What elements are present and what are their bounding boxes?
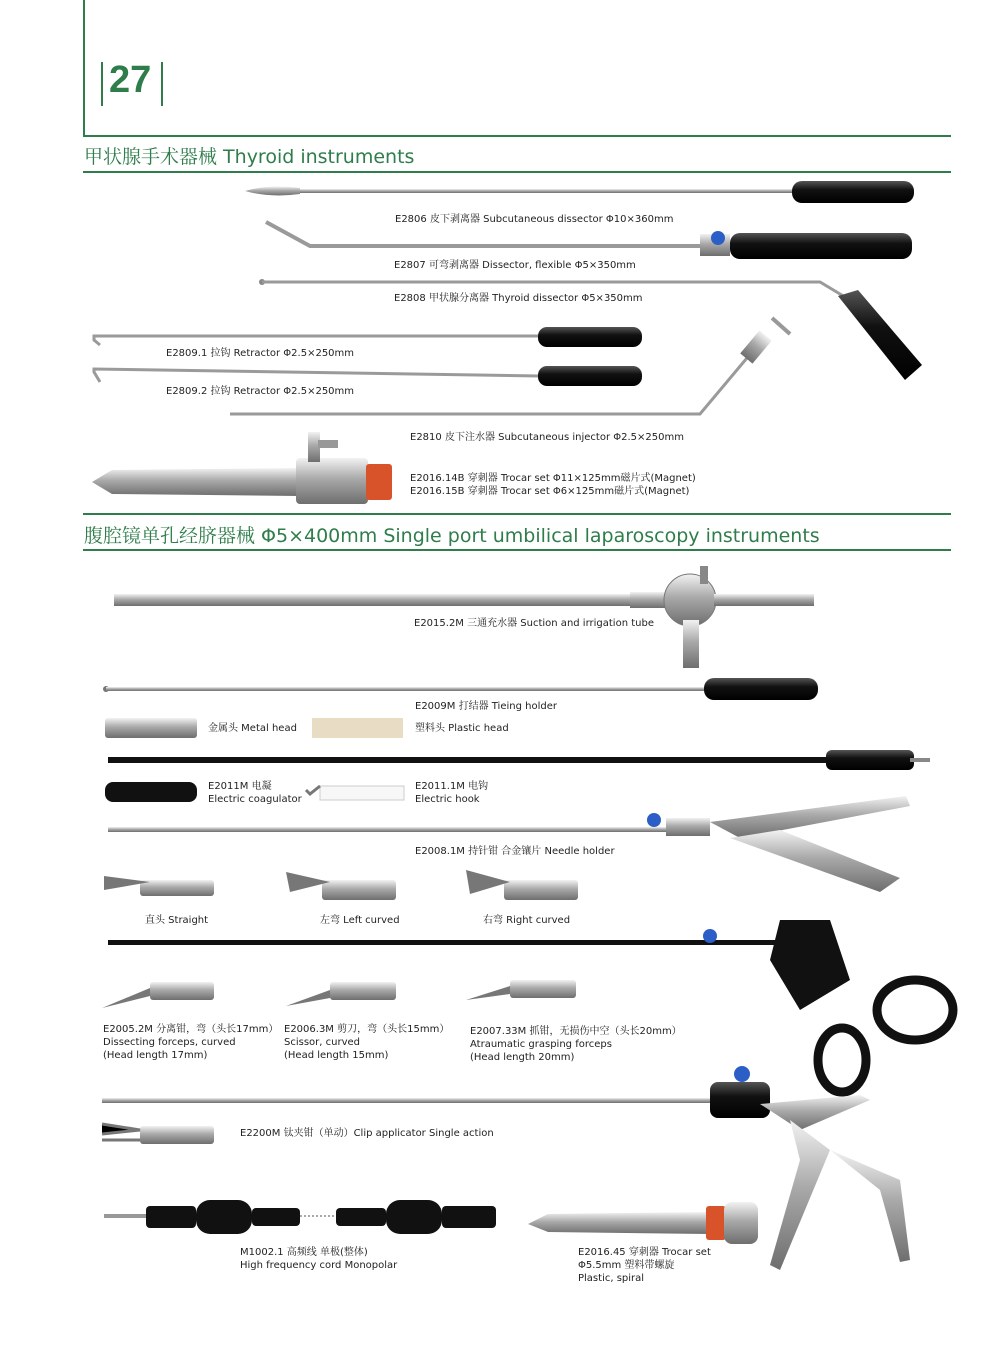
section-title-laparoscopy: 腹腔镜单孔经脐器械 Φ5×400mm Single port umbilical laparoscopy instruments [84, 525, 820, 547]
forceps-ring-handle-image [108, 920, 953, 1092]
label-e2011m-line1: E2011M 电凝 [208, 781, 272, 792]
label-e2008-1m: E2008.1M 持针钳 合金镶片 Needle holder [415, 846, 615, 857]
jaw-head-thumbnails-2 [102, 980, 576, 1008]
needle-holder-image [108, 796, 910, 892]
label-e2007-line3: (Head length 20mm) [470, 1052, 575, 1063]
label-e2011-1m-line1: E2011.1M 电钩 [415, 781, 489, 792]
label-e2016-45-line2: Φ5.5mm 塑料带螺旋 [578, 1260, 675, 1271]
label-e2200m: E2200M 钛夹钳（单动）Clip applicator Single action [240, 1128, 494, 1139]
label-e2009m: E2009M 打结器 Tieing holder [415, 701, 557, 712]
e2810-injector-image [230, 318, 790, 414]
page-number: 27 [109, 59, 152, 101]
trocar-set-magnet-image [92, 432, 392, 504]
label-e2005-line3: (Head length 17mm) [103, 1050, 208, 1061]
label-e2809-1: E2809.1 拉钩 Retractor Φ2.5×250mm [166, 348, 355, 359]
label-e2011m-line2: Electric coagulator [208, 794, 302, 805]
clip-applicator-image [102, 1066, 910, 1270]
jaw-head-thumbnails [104, 870, 578, 900]
label-e2807: E2807 可弯剥离器 Dissector, flexible Φ5×350mm [394, 260, 636, 271]
label-e2806: E2806 皮下剥离器 Subcutaneous dissector Φ10×360mm [395, 214, 674, 225]
label-e2016-45-line1: E2016.45 穿刺器 Trocar set [578, 1247, 711, 1258]
label-e2005-line1: E2005.2M 分离钳，弯（头长17mm） [103, 1024, 279, 1035]
label-e2016-45-line3: Plastic, spiral [578, 1273, 645, 1284]
e2807-flexible-dissector-image [266, 222, 912, 259]
label-left-curved: 左弯 Left curved [320, 915, 400, 926]
label-e2006-line3: (Head length 15mm) [284, 1050, 389, 1061]
e2806-subcutaneous-dissector-image [245, 181, 914, 203]
label-e2007-line1: E2007.33M 抓钳，无损伤中空（头长20mm） [470, 1026, 682, 1037]
label-e2015-2m: E2015.2M 三通充水器 Suction and irrigation tube [414, 618, 654, 629]
trocar-plastic-spiral-image [528, 1202, 758, 1244]
label-m1002-line2: High frequency cord Monopolar [240, 1260, 398, 1271]
label-e2809-2: E2809.2 拉钩 Retractor Φ2.5×250mm [166, 386, 355, 397]
label-e2016-15b: E2016.15B 穿刺器 Trocar set Φ6×125mm磁片式(Magnet) [410, 486, 690, 497]
label-e2808: E2808 甲状腺分离器 Thyroid dissector Φ5×350mm [394, 293, 643, 304]
label-e2011-1m-line2: Electric hook [415, 794, 480, 805]
section-title-thyroid: 甲状腺手术器械 Thyroid instruments [84, 146, 415, 168]
label-e2016-14b: E2016.14B 穿刺器 Trocar set Φ11×125mm磁片式(Magnet) [410, 473, 696, 484]
label-e2006-line1: E2006.3M 剪刀，弯（头长15mm） [284, 1024, 450, 1035]
label-metal-head: 金属头 Metal head [208, 723, 297, 734]
label-right-curved: 右弯 Right curved [483, 915, 571, 926]
label-m1002-line1: M1002.1 高频线 单极(整体) [240, 1247, 368, 1258]
label-e2005-line2: Dissecting forceps, curved [103, 1037, 236, 1048]
label-straight: 直头 Straight [145, 915, 209, 926]
label-e2006-line2: Scissor, curved [284, 1037, 360, 1048]
label-e2810: E2810 皮下注水器 Subcutaneous injector Φ2.5×250mm [410, 432, 684, 443]
high-frequency-cord-image [104, 1200, 496, 1234]
label-plastic-head: 塑料头 Plastic head [415, 723, 509, 734]
label-e2007-line2: Atraumatic grasping forceps [470, 1039, 612, 1050]
